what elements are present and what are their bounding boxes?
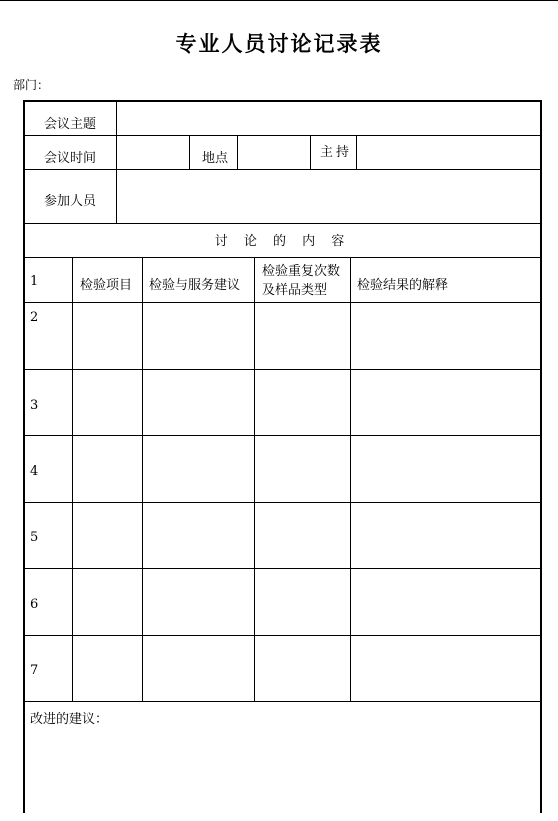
row-divider xyxy=(24,302,541,303)
row-number: 7 xyxy=(30,663,39,678)
form-table xyxy=(23,100,542,813)
row-divider xyxy=(24,135,541,136)
row-divider xyxy=(24,169,541,170)
topic-label: 会议主题 xyxy=(44,117,97,132)
column-divider xyxy=(189,135,190,169)
row-divider xyxy=(24,223,541,224)
row-number: 4 xyxy=(30,464,39,479)
column-header-advice: 检验与服务建议 xyxy=(149,278,241,293)
column-divider xyxy=(254,257,255,701)
row-divider xyxy=(24,701,541,702)
location-label: 地点 xyxy=(202,151,229,166)
row-divider xyxy=(24,435,541,436)
row-number: 3 xyxy=(30,398,39,413)
form-title: 专业人员讨论记录表 xyxy=(175,32,383,56)
column-header-item: 检验项目 xyxy=(80,278,133,293)
time-label: 会议时间 xyxy=(44,151,97,166)
row-divider xyxy=(24,635,541,636)
column-header-repeats: 检验重复次数及样品类型 xyxy=(262,264,341,298)
column-divider xyxy=(237,135,238,169)
discussion-section-title: 讨 论 的 内 容 xyxy=(214,234,351,249)
row-number: 5 xyxy=(30,530,39,545)
row-divider xyxy=(24,257,541,258)
column-divider xyxy=(116,101,117,223)
row-divider xyxy=(24,568,541,569)
column-header-index: 1 xyxy=(30,274,39,289)
column-divider xyxy=(350,257,351,701)
column-divider xyxy=(72,257,73,701)
column-divider xyxy=(310,135,311,169)
row-divider xyxy=(24,502,541,503)
department-label: 部门： xyxy=(13,78,50,92)
column-divider xyxy=(356,135,357,169)
suggestions-label: 改进的建议： xyxy=(30,712,109,727)
row-divider xyxy=(24,369,541,370)
row-number: 2 xyxy=(30,310,39,325)
attendees-label: 参加人员 xyxy=(44,194,97,209)
host-label: 主持 xyxy=(320,145,353,160)
row-number: 6 xyxy=(30,597,39,612)
top-rule xyxy=(0,0,558,1)
column-header-interpretation: 检验结果的解释 xyxy=(357,278,449,293)
column-divider xyxy=(142,257,143,701)
